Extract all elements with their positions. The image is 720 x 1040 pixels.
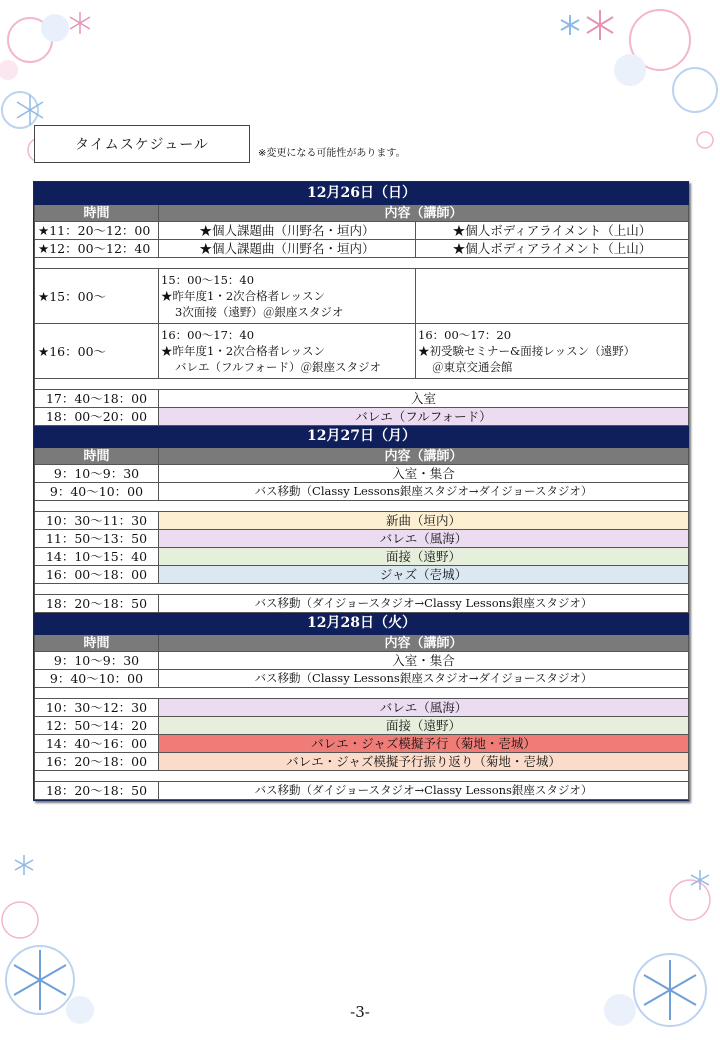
content-line: ★初受験セミナー&面接レッスン（遠野） <box>418 344 636 358</box>
content-cell <box>416 324 689 379</box>
day-header: 12月26日（日） <box>35 183 689 205</box>
spacer-row <box>35 584 689 595</box>
content-line: バレエ（フルフォード）＠銀座スタジオ <box>175 360 381 374</box>
content-cell: バレエ・ジャズ模擬予行（菊地・壱城） <box>159 735 689 753</box>
section-title: タイムスケジュール <box>34 125 250 163</box>
time-cell: ★12：00～12：40 <box>35 240 159 258</box>
time-cell: 12：50～14：20 <box>35 717 159 735</box>
time-cell: 9：40～10：00 <box>35 483 159 501</box>
content-cell: バレエ（フルフォード） <box>159 408 689 426</box>
time-cell: 10：30～12：30 <box>35 699 159 717</box>
column-header-time: 時間 <box>35 448 159 465</box>
content-cell: バス移動（ダイジョースタジオ→Classy Lessons銀座スタジオ） <box>159 782 689 800</box>
content-cell: 面接（遠野） <box>159 548 689 566</box>
content-cell <box>159 324 416 379</box>
spacer-row <box>35 688 689 699</box>
content-cell: 入室 <box>159 390 689 408</box>
content-line: ＠東京交通会館 <box>432 360 513 374</box>
time-cell: 18：20～18：50 <box>35 782 159 800</box>
snowflake-decoration-top-right <box>510 0 720 160</box>
time-cell: ★15：00～ <box>35 269 159 324</box>
time-cell: 16：20～18：00 <box>35 753 159 771</box>
time-cell: 11：50～13：50 <box>35 530 159 548</box>
time-cell: ★16：00～ <box>35 324 159 379</box>
time-cell: 17：40～18：00 <box>35 390 159 408</box>
column-header-time: 時間 <box>35 635 159 652</box>
content-cell: ★個人課題曲（川野名・垣内） <box>159 222 416 240</box>
time-cell: ★11：20～12：00 <box>35 222 159 240</box>
content-cell <box>159 269 416 324</box>
time-cell: 14：10～15：40 <box>35 548 159 566</box>
day-header: 12月27日（月） <box>35 426 689 448</box>
content-cell: バス移動（Classy Lessons銀座スタジオ→ダイジョースタジオ） <box>159 483 689 501</box>
time-cell: 16：00～18：00 <box>35 566 159 584</box>
snowflake-decoration-top-left <box>0 0 110 200</box>
time-cell: 9：40～10：00 <box>35 670 159 688</box>
time-cell: 10：30～11：30 <box>35 512 159 530</box>
content-cell: ★個人ボディアライメント（上山） <box>416 222 689 240</box>
spacer-row <box>35 501 689 512</box>
time-cell: 18：00～20：00 <box>35 408 159 426</box>
column-header-content: 内容（講師） <box>159 205 689 222</box>
content-line: ★昨年度1・2次合格者レッスン <box>161 289 326 303</box>
time-cell: 9：10～9：30 <box>35 465 159 483</box>
content-cell: ジャズ（壱城） <box>159 566 689 584</box>
content-cell: バス移動（ダイジョースタジオ→Classy Lessons銀座スタジオ） <box>159 595 689 613</box>
content-cell: バレエ（風海） <box>159 530 689 548</box>
content-cell-empty <box>416 269 689 324</box>
content-cell: バレエ・ジャズ模擬予行振り返り（菊地・壱城） <box>159 753 689 771</box>
content-cell: 新曲（垣内） <box>159 512 689 530</box>
spacer-row <box>35 379 689 390</box>
content-cell: 入室・集合 <box>159 652 689 670</box>
change-notice: ※変更になる可能性があります。 <box>258 148 406 159</box>
content-line: 16：00～17：20 <box>418 328 512 342</box>
time-schedule-table <box>33 181 689 801</box>
column-header-time: 時間 <box>35 205 159 222</box>
content-cell: バス移動（Classy Lessons銀座スタジオ→ダイジョースタジオ） <box>159 670 689 688</box>
column-header-content: 内容（講師） <box>159 635 689 652</box>
content-cell: バレエ（風海） <box>159 699 689 717</box>
spacer-row <box>35 258 689 269</box>
column-header-content: 内容（講師） <box>159 448 689 465</box>
time-cell: 14：40～16：00 <box>35 735 159 753</box>
content-line: 16：00～17：40 <box>161 328 255 342</box>
content-line: 3次面接（遠野）＠銀座スタジオ <box>175 305 344 319</box>
content-cell: 面接（遠野） <box>159 717 689 735</box>
time-cell: 18：20～18：50 <box>35 595 159 613</box>
day-header: 12月28日（火） <box>35 613 689 635</box>
content-cell: ★個人課題曲（川野名・垣内） <box>159 240 416 258</box>
content-cell: 入室・集合 <box>159 465 689 483</box>
content-line: 15：00～15：40 <box>161 273 255 287</box>
content-line: ★昨年度1・2次合格者レッスン <box>161 344 326 358</box>
content-cell: ★個人ボディアライメント（上山） <box>416 240 689 258</box>
spacer-row <box>35 771 689 782</box>
time-cell: 9：10～9：30 <box>35 652 159 670</box>
page-number: -3- <box>350 1003 370 1021</box>
